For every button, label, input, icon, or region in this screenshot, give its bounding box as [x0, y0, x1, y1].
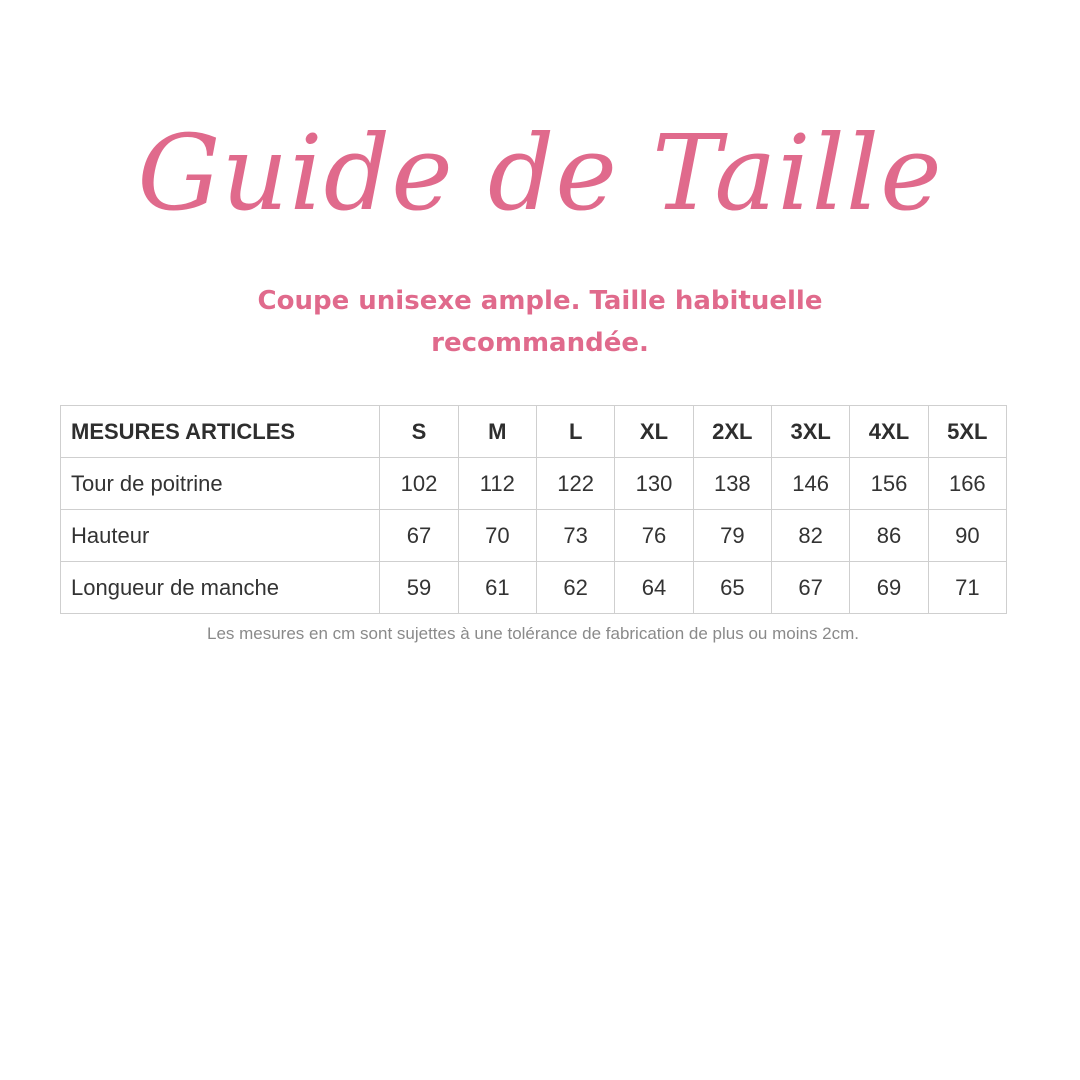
table-cell: 65 [693, 562, 771, 614]
table-row-height [61, 510, 1007, 562]
table-cell: 71 [928, 562, 1006, 614]
table-row-chest [61, 458, 1007, 510]
table-cell: 102 [380, 458, 458, 510]
table-cell: 82 [771, 510, 849, 562]
table-cell: 67 [771, 562, 849, 614]
table-cell: 59 [380, 562, 458, 614]
table-cell: 156 [850, 458, 928, 510]
size-header-3xl: 3XL [771, 406, 849, 458]
table-cell: 122 [537, 458, 615, 510]
table-header-row [61, 406, 1007, 458]
page-title: Guide de Taille [137, 112, 943, 234]
header-label-cell: MESURES ARTICLES [61, 406, 380, 458]
table-row-sleeve [61, 562, 1007, 614]
table-cell: 73 [537, 510, 615, 562]
row-label: Hauteur [61, 510, 380, 562]
size-header-s: S [380, 406, 458, 458]
table-cell: 62 [537, 562, 615, 614]
table-cell: 67 [380, 510, 458, 562]
size-header-l: L [537, 406, 615, 458]
table-cell: 61 [458, 562, 536, 614]
table-cell: 166 [928, 458, 1006, 510]
table-cell: 86 [850, 510, 928, 562]
table-cell: 146 [771, 458, 849, 510]
size-chart-table [60, 405, 1007, 614]
table-cell: 130 [615, 458, 693, 510]
size-header-m: M [458, 406, 536, 458]
size-header-4xl: 4XL [850, 406, 928, 458]
tolerance-footnote: Les mesures en cm sont sujettes à une tolérance de fabrication de plus ou moins 2cm. [206, 624, 860, 643]
table-cell: 112 [458, 458, 536, 510]
row-label: Longueur de manche [61, 562, 380, 614]
table-cell: 64 [615, 562, 693, 614]
table-cell: 138 [693, 458, 771, 510]
fit-recommendation: Coupe unisexe ample. Taille habituelle recommandée. [257, 286, 823, 358]
table-cell: 79 [693, 510, 771, 562]
table-cell: 90 [928, 510, 1006, 562]
size-header-5xl: 5XL [928, 406, 1006, 458]
size-header-xl: XL [615, 406, 693, 458]
row-label: Tour de poitrine [61, 458, 380, 510]
size-header-2xl: 2XL [693, 406, 771, 458]
table-cell: 76 [615, 510, 693, 562]
table-cell: 69 [850, 562, 928, 614]
table-cell: 70 [458, 510, 536, 562]
